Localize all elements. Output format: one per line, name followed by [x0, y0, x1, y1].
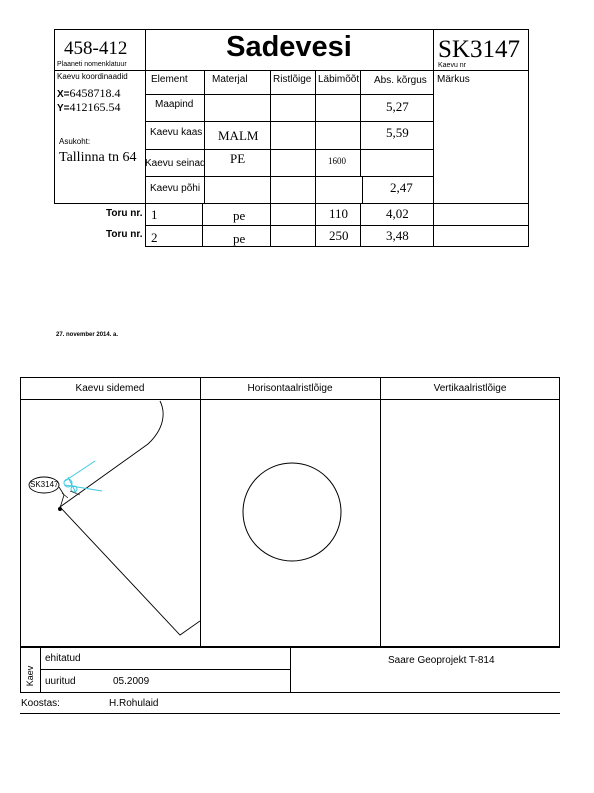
- address: Tallinna tn 64: [59, 150, 137, 165]
- panel-title-vertical-section: Vertikaalristlõige: [433, 383, 507, 394]
- pipe-label: Toru nr.: [106, 208, 143, 219]
- panel-title-horizontal-section: Horisontaalristlõige: [247, 383, 333, 394]
- row-material: MALM: [218, 128, 259, 143]
- sheet-caption: Plaaneti nomenklatuur: [57, 61, 127, 68]
- pipe-material: pe: [233, 208, 246, 223]
- row-element: Kaevu seinad: [145, 158, 206, 169]
- page-title: Sadevesi: [226, 31, 352, 63]
- y-value: 412165.54: [69, 100, 121, 114]
- approved-label: ehitatud: [45, 653, 81, 664]
- coords-caption: Kaevu koordinaadid: [57, 72, 128, 81]
- measured-date: 05.2009: [113, 676, 150, 687]
- row-diameter: 1600: [328, 156, 346, 166]
- y-label: Y=: [57, 103, 70, 114]
- measured-label: uuritud: [45, 676, 76, 687]
- pipe-label: Toru nr.: [106, 229, 143, 240]
- row-element: Maapind: [155, 99, 194, 110]
- col-diameter: Läbimõõt: [318, 74, 360, 85]
- row-height: 5,27: [386, 99, 409, 114]
- col-material: Materjal: [212, 74, 248, 85]
- row-element: Kaevu kaas: [150, 127, 203, 138]
- row-height: 2,47: [390, 180, 413, 195]
- col-element: Element: [151, 74, 188, 85]
- date-line: 27. november 2014. a.: [56, 332, 119, 338]
- col-height: Abs. kõrgus: [374, 75, 427, 86]
- x-coordinate: [57, 86, 121, 101]
- col-section: Ristlõige: [273, 74, 312, 85]
- footer-side-label: Kaev: [25, 665, 35, 687]
- x-value: 6458718.4: [69, 86, 121, 100]
- map-well-label: SK3147: [30, 480, 59, 489]
- pipe-material: pe: [233, 231, 246, 246]
- well-id: SK3147: [438, 36, 520, 63]
- connections-map: [20, 399, 200, 646]
- col-notes: Märkus: [437, 74, 470, 85]
- panel-title-connections: Kaevu sidemed: [75, 383, 145, 394]
- pipe-height: 4,02: [386, 206, 409, 221]
- row-element: Kaevu põhi: [150, 183, 201, 194]
- x-label: X=: [57, 89, 70, 100]
- pipe-height: 3,48: [386, 228, 409, 243]
- pipe-diameter: 250: [329, 228, 349, 243]
- sheet-number: 458-412: [64, 38, 128, 59]
- address-caption: Asukoht:: [59, 137, 91, 146]
- pipe-number: 2: [151, 230, 158, 245]
- horizontal-section-circle: [241, 461, 343, 563]
- y-coordinate: [57, 100, 121, 115]
- pipe-number: 1: [151, 207, 158, 222]
- pipe-diameter: 110: [329, 206, 349, 221]
- row-height: 5,59: [386, 125, 409, 140]
- author-name: H.Rohulaid: [109, 698, 159, 709]
- author-label: Koostas:: [21, 698, 60, 709]
- row-material: PE: [230, 151, 246, 166]
- company-name: Saare Geoprojekt T-814: [388, 655, 495, 666]
- well-caption: Kaevu nr: [438, 62, 467, 69]
